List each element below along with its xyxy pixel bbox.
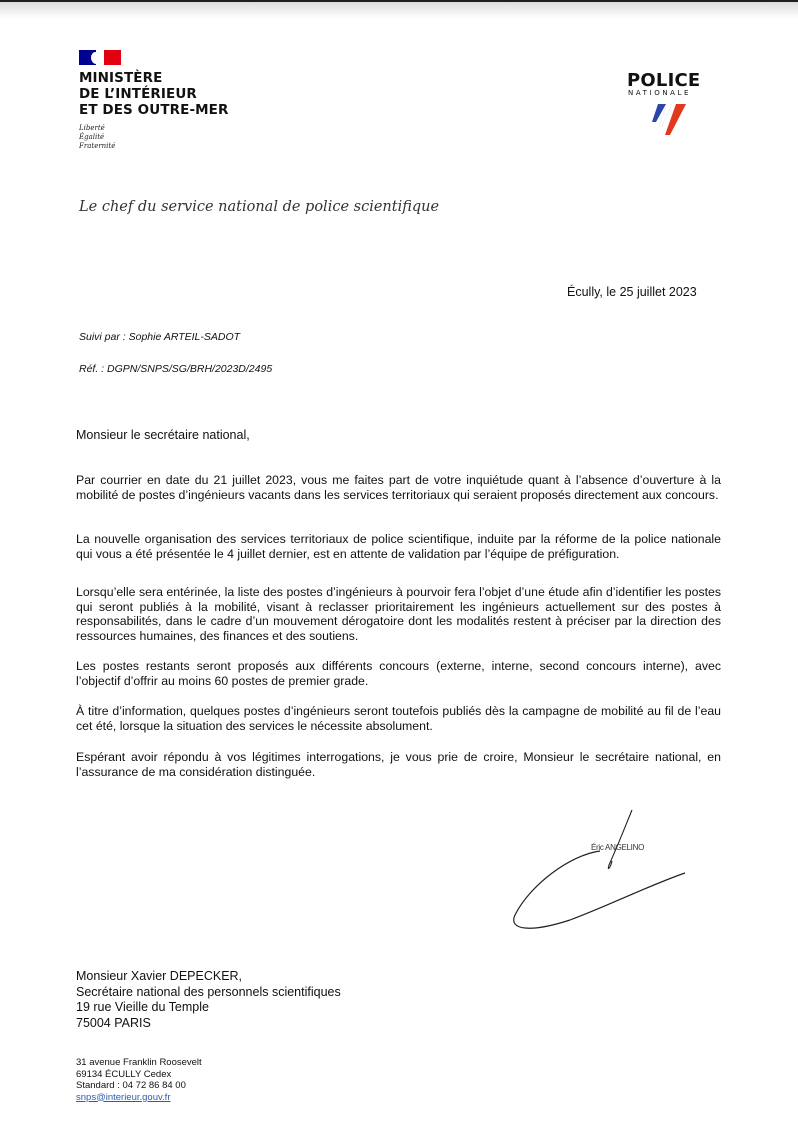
recipient-title: Secrétaire national des personnels scientifiques xyxy=(76,984,341,999)
marianne-flag-icon xyxy=(79,50,121,65)
signatory-name: Éric ANGELINO xyxy=(591,843,645,852)
footer-phone: Standard : 04 72 86 84 00 xyxy=(76,1080,186,1091)
place-date: Écully, le 25 juillet 2023 xyxy=(567,285,697,299)
ministry-name xyxy=(79,70,229,118)
tricolor-stripes-icon xyxy=(650,102,692,136)
motto-fraternite: Fraternité xyxy=(79,142,116,150)
paragraph-2: La nouvelle organisation des services territoriaux de police scientifique, induite par la réforme de la police nationale qui vous a été présentée le 4 juillet dernier, est en attente de validation par l’équipe de préfiguration. xyxy=(76,532,721,561)
handwritten-signature xyxy=(510,805,700,935)
paragraph-6: Espérant avoir répondu à vos légitimes interrogations, je vous prie de croire, Monsieur le secrétaire national, en l’assurance de ma considération distinguée. xyxy=(76,750,721,779)
recipient-name: Monsieur Xavier DEPECKER, xyxy=(76,969,243,983)
motto-liberte: Liberté xyxy=(79,124,105,132)
recipient-city: 75004 PARIS xyxy=(76,1015,151,1030)
police-logo-subtitle: NATIONALE xyxy=(628,89,692,97)
window-top-shadow xyxy=(0,2,798,18)
paragraph-1: Par courrier en date du 21 juillet 2023, vous me faites part de votre inquiétude quant à l’absence d’ouverture à la mobilité de postes d’ingénieurs vacants dans les services territoriaux qui seraient proposés directement aux concours. xyxy=(76,473,721,502)
paragraph-5: À titre d’information, quelques postes d’ingénieurs seront toutefois publiés dès la campagne de mobilité au fil de l’eau cet été, lorsque la situation des services le nécessite absolument. xyxy=(76,704,721,733)
ministry-line-2: DE L’INTÉRIEUR xyxy=(79,86,197,102)
sender-footer xyxy=(76,1057,202,1103)
salutation: Monsieur le secrétaire national, xyxy=(76,428,250,442)
paragraph-3: Lorsqu’elle sera entérinée, la liste des postes d’ingénieurs à pourvoir fera l’objet d’une étude afin d’identifier les postes qui seront publiés à la mobilité, visant à reclasser prioritairement les ingénieurs actuellement sur des postes à responsabilités, dans le cadre d’un mouvement dérogatoire dont les modalités restent à préciser par la direction des ressources humaines, des finances et des soutiens. xyxy=(76,585,721,643)
paragraph-4: Les postes restants seront proposés aux différents concours (externe, interne, second concours interne), avec l’objectif d’offrir au moins 60 postes de premier grade. xyxy=(76,659,721,688)
service-title: Le chef du service national de police scientifique xyxy=(79,199,440,215)
motto-egalite: Égalité xyxy=(79,133,105,141)
followed-by: Suivi par : Sophie ARTEIL-SADOT xyxy=(79,331,241,343)
footer-address-line-1: 31 avenue Franklin Roosevelt xyxy=(76,1057,202,1068)
recipient-address xyxy=(76,969,341,1031)
footer-email-link[interactable]: snps@interieur.gouv.fr xyxy=(76,1091,171,1103)
republic-motto xyxy=(79,124,115,151)
ministry-line-3: ET DES OUTRE-MER xyxy=(79,102,229,118)
footer-address-line-2: 69134 ÉCULLY Cedex xyxy=(76,1068,172,1080)
police-logo-title: POLICE xyxy=(627,70,701,91)
recipient-street: 19 rue Vieille du Temple xyxy=(76,1000,209,1014)
ministry-line-1: MINISTÈRE xyxy=(79,70,163,86)
reference: Réf. : DGPN/SNPS/SG/BRH/2023D/2495 xyxy=(79,363,273,375)
